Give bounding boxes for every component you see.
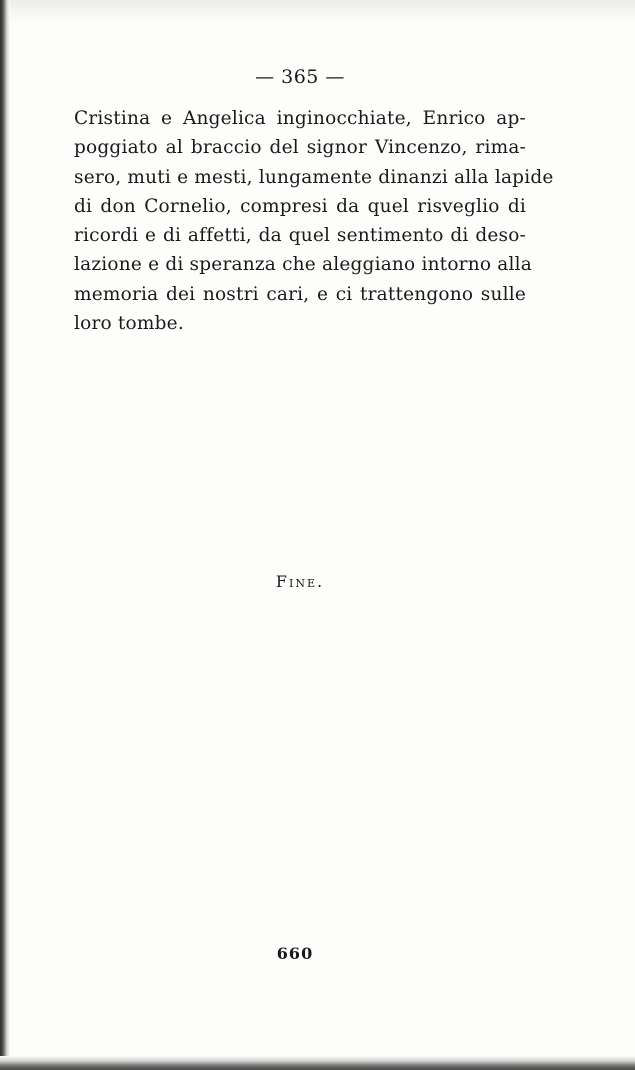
text-line: ricordi e di affetti, da quel sentimento di deso- xyxy=(74,225,526,247)
text-line: loro tombe. xyxy=(74,313,184,335)
text-line: Cristina e Angelica inginocchiate, Enrico ap- xyxy=(74,108,526,129)
page-binding-edge xyxy=(0,0,10,1070)
body-paragraph xyxy=(74,104,554,338)
text-line: memoria dei nostri cari, e ci trattengono sulle xyxy=(74,283,526,305)
closing-word: Fine. xyxy=(275,572,325,591)
signature-mark: 660 xyxy=(276,944,314,963)
text-line: sero, muti e mesti, lungamente dinanzi alla lapide xyxy=(74,166,554,188)
page-bottom-edge xyxy=(0,1056,635,1070)
page-number-header: — 365 — xyxy=(255,66,345,88)
page-top-shade xyxy=(0,0,635,22)
text-line: poggiato al braccio del signor Vincenzo, rima- xyxy=(74,137,526,159)
text-line: lazione e di speranza che aleggiano intorno alla xyxy=(74,254,532,276)
text-line: di don Cornelio, compresi da quel risveglio di xyxy=(74,195,526,217)
